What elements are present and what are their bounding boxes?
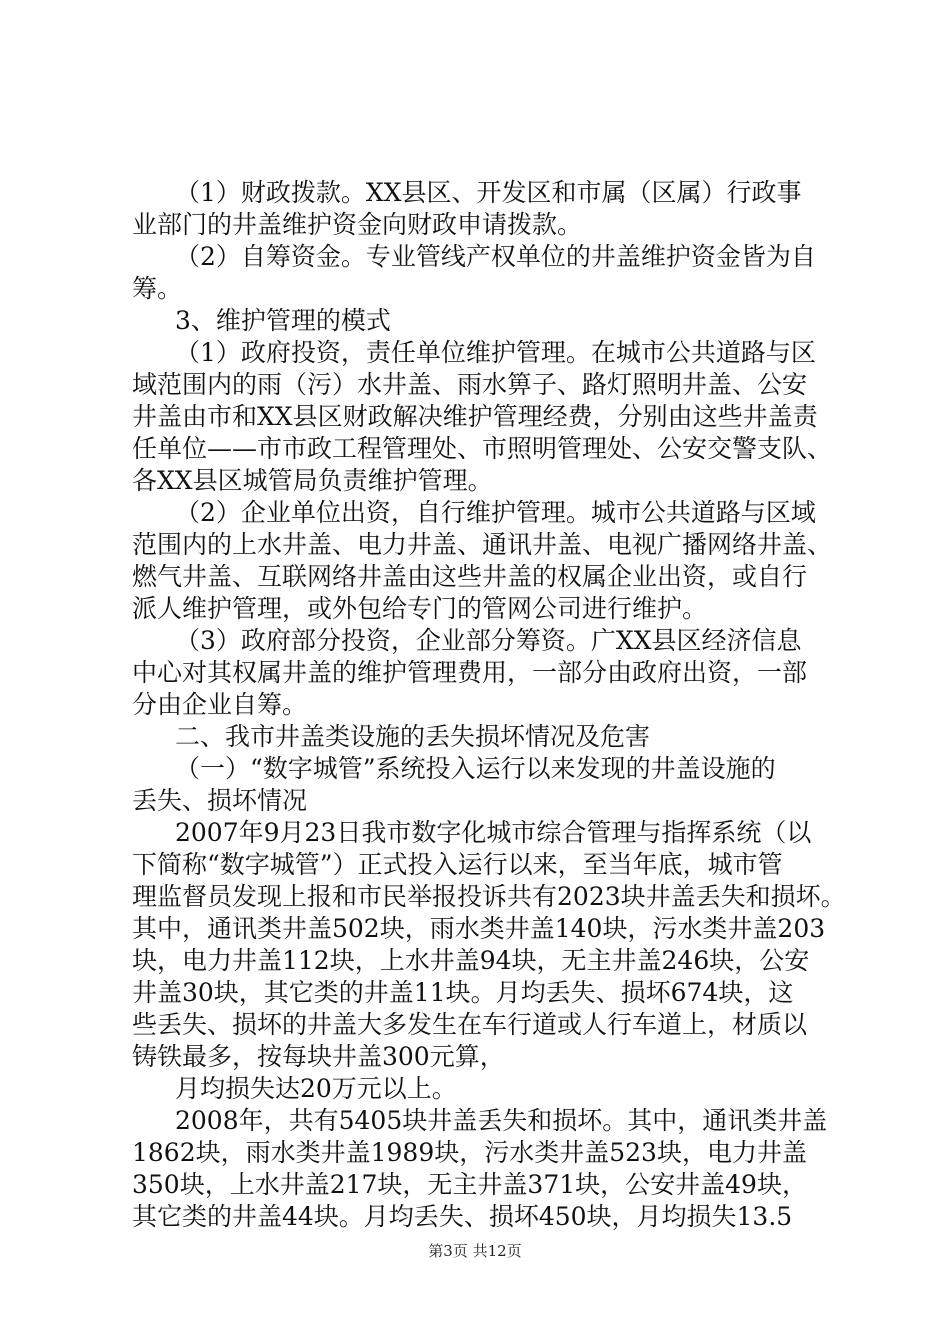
text-line: 燃气井盖、互联网络井盖由这些井盖的权属企业出资，或自行 <box>132 562 808 591</box>
text-line: 中心对其权属井盖的维护管理费用，一部分由政府出资，一部 <box>132 658 808 687</box>
text-line: 2008年，共有5405块井盖丢失和损坏。其中，通讯类井盖 <box>175 1106 828 1135</box>
text-line: 理监督员发现上报和市民举报投诉共有2023块井盖丢失和损坏。 <box>132 882 846 911</box>
page-footer <box>0 1241 950 1261</box>
text-line: 各XX县区城管局负责维护管理。 <box>132 466 493 495</box>
text-line: （3）政府部分投资，企业部分筹资。广XX县区经济信息 <box>175 626 802 655</box>
text-line: 3、维护管理的模式 <box>175 306 391 335</box>
text-line: 月均损失达20万元以上。 <box>175 1074 457 1103</box>
text-line: （2）自筹资金。专业管线产权单位的井盖维护资金皆为自 <box>175 242 816 271</box>
text-line: 任单位——市市政工程管理处、市照明管理处、公安交警支队、 <box>132 434 833 463</box>
text-line: 下简称“数字城管”）正式投入运行以来，至当年底，城市管 <box>132 850 783 879</box>
text-line: 域范围内的雨（污）水井盖、雨水箅子、路灯照明井盖、公安 <box>132 370 808 399</box>
text-line: 些丢失、损坏的井盖大多发生在车行道或人行车道上，材质以 <box>132 1010 808 1039</box>
text-line: 铸铁最多，按每块井盖300元算， <box>132 1042 505 1071</box>
text-line: 块，电力井盖112块，上水井盖94块，无主井盖246块，公安 <box>132 946 810 975</box>
text-line: 范围内的上水井盖、电力井盖、通讯井盖、电视广播网络井盖、 <box>132 530 833 559</box>
page-number: 第3页 共12页 <box>428 1242 522 1260</box>
section-heading: 二、我市井盖类设施的丢失损坏情况及危害 <box>175 722 651 751</box>
text-line: 其它类的井盖44块。月均丢失、损坏450块，月均损失13.5 <box>132 1202 793 1231</box>
text-line: 350块，上水井盖217块，无主井盖371块，公安井盖49块， <box>132 1170 807 1199</box>
text-line: 分由企业自筹。 <box>132 690 308 719</box>
text-line: 2007年9月23日我市数字化城市综合管理与指挥系统（以 <box>175 818 812 847</box>
text-line: （1）政府投资，责任单位维护管理。在城市公共道路与区 <box>175 338 816 367</box>
text-line: 井盖30块，其它类的井盖11块。月均丢失、损坏674块，这 <box>132 978 794 1007</box>
text-line: 1862块，雨水类井盖1989块，污水类井盖523块，电力井盖 <box>132 1138 807 1167</box>
text-line: 井盖由市和XX县区财政解决维护管理经费，分别由这些井盖责 <box>132 402 818 431</box>
subsection-heading: （一）“数字城管”系统投入运行以来发现的井盖设施的 <box>175 754 776 783</box>
text-line: 筹。 <box>132 274 183 303</box>
text-line: 其中，通讯类井盖502块，雨水类井盖140块，污水类井盖203 <box>132 914 826 943</box>
subsection-heading: 丢失、损坏情况 <box>132 786 308 815</box>
text-line: （1）财政拨款。XX县区、开发区和市属（区属）行政事 <box>175 178 802 207</box>
text-line: （2）企业单位出资，自行维护管理。城市公共道路与区域 <box>175 498 816 527</box>
text-line: 派人维护管理，或外包给专门的管网公司进行维护。 <box>132 594 708 623</box>
text-line: 业部门的井盖维护资金向财政申请拨款。 <box>132 210 583 239</box>
